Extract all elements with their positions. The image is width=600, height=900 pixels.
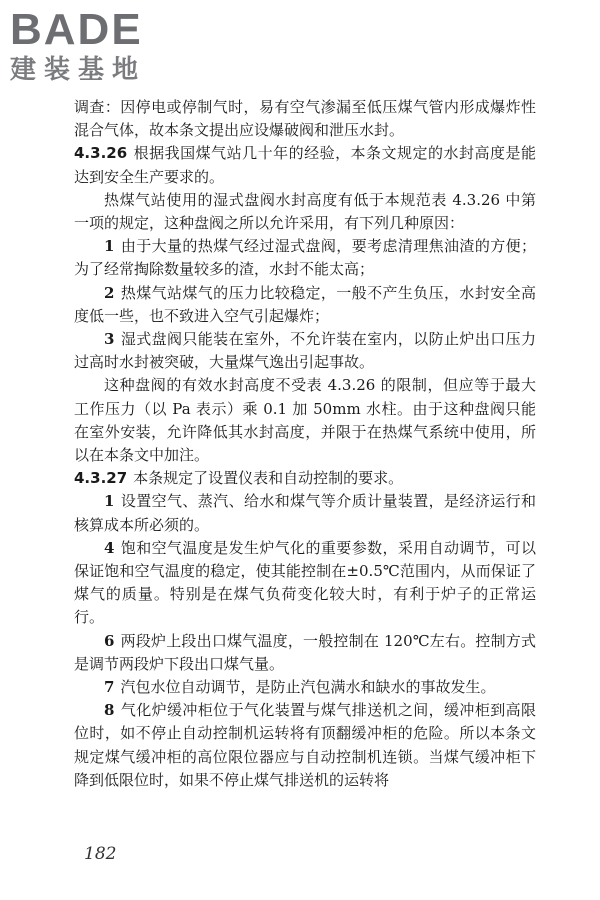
list-item <box>74 699 536 792</box>
bade-logo <box>10 4 180 90</box>
list-item <box>74 235 536 281</box>
section-paragraph <box>74 467 536 490</box>
paragraph-text: 饱和空气温度是发生炉气化的重要参数，采用自动调节，可以保证饱和空气温度的稳定，使其能控制在±0.5℃范围内，从而保证了煤气的质量。特别是在煤气负荷变化较大时，有利于炉子的正常运行。 <box>74 538 536 627</box>
item-number: 1 <box>104 492 115 511</box>
logo-wordmark: BADE <box>10 5 143 54</box>
paragraph-text: 这种盘阀的有效水封高度不受表 4.3.26 的限制，但应等于最大工作压力（以 Pa 表示）乘 0.1 加 50mm 水柱。由于这种盘阀只能在室外安装，允许降低其水封高度，并限于在热煤气系统中使用，所以在本条文中加注。 <box>74 376 536 465</box>
page-number: 182 <box>84 844 117 864</box>
paragraph-text: 热煤气站使用的湿式盘阀水封高度有低于本规范表 4.3.26 中第一项的规定，这种盘阀之所以允许采用，有下列几种原因： <box>74 190 536 233</box>
item-number: 1 <box>104 237 115 256</box>
section-paragraph <box>74 142 536 188</box>
paragraph <box>74 374 536 467</box>
logo-subtitle: 建装基地 <box>10 55 147 85</box>
item-number: 4 <box>104 538 115 557</box>
paragraph-text: 气化炉缓冲柜位于气化装置与煤气排送机之间，缓冲柜到高限位时，如不停止自动控制机运转将有顶翻缓冲柜的危险。所以本条文规定煤气缓冲柜的高位限位器应与自动控制机连锁。当煤气缓冲柜下降到低限位时，如果不停止煤气排送机的运转将 <box>74 701 536 789</box>
item-number: 2 <box>104 283 115 302</box>
item-number: 7 <box>104 678 115 697</box>
paragraph-text: 根据我国煤气站几十年的经验，本条文规定的水封高度是能达到安全生产要求的。 <box>74 144 536 186</box>
section-number: 4.3.26 <box>74 144 128 163</box>
list-item <box>74 537 536 630</box>
list-item <box>74 630 536 676</box>
section-number: 4.3.27 <box>74 469 128 488</box>
paragraph-text: 两段炉上段出口煤气温度，一般控制在 120℃左右。控制方式是调节两段炉下段出口煤气量。 <box>74 631 536 673</box>
list-item <box>74 328 536 374</box>
item-number: 8 <box>104 701 115 720</box>
item-number: 6 <box>104 631 115 650</box>
list-item <box>74 676 536 699</box>
item-number: 3 <box>104 330 115 349</box>
page-body <box>74 96 536 792</box>
paragraph-text: 本条规定了设置仪表和自动控制的要求。 <box>133 469 404 488</box>
paragraph-text: 调查：因停电或停制气时，易有空气渗漏至低压煤气管内形成爆炸性混合气体，故本条文提出应设爆破阀和泄压水封。 <box>74 98 536 140</box>
paragraph <box>74 189 536 235</box>
paragraph-text: 汽包水位自动调节，是防止汽包满水和缺水的事故发生。 <box>120 678 496 697</box>
paragraph-text: 湿式盘阀只能装在室外，不允许装在室内，以防止炉出口压力过高时水封被突破，大量煤气逸出引起事故。 <box>74 330 536 372</box>
paragraph-text: 热煤气站煤气的压力比较稳定，一般不产生负压，水封安全高度低一些，也不致进入空气引起爆炸； <box>74 283 536 325</box>
paragraph <box>74 96 536 142</box>
paragraph-text: 由于大量的热煤气经过湿式盘阀，要考虑清理焦油渣的方便；为了经常掏除数量较多的渣，水封不能太高； <box>74 237 536 279</box>
paragraph-text: 设置空气、蒸汽、给水和煤气等介质计量装置，是经济运行和核算成本所必须的。 <box>74 492 536 534</box>
list-item <box>74 282 536 328</box>
list-item <box>74 490 536 536</box>
